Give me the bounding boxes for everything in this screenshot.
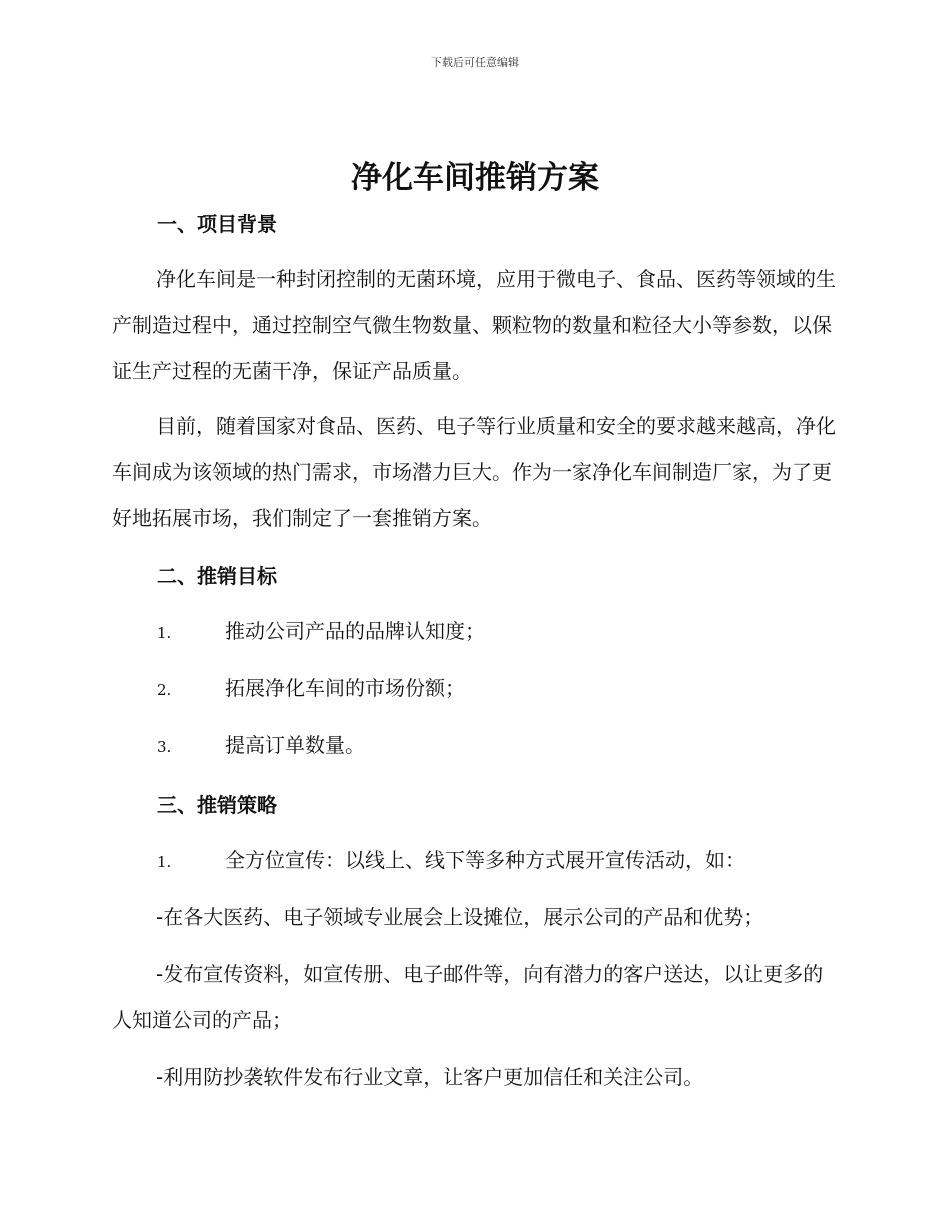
page-title: 净化车间推销方案: [351, 160, 599, 196]
list-item: [157, 837, 745, 885]
paragraph-background-1: 净化车间是一种封闭控制的无菌环境，应用于微电子、食品、医药等领域的生产制造过程中，通过控制空气微生物数量、颗粒物的数量和粒径大小等参数，以保证生产过程的无菌干净，保证产品质量。: [112, 267, 836, 383]
list-item-number: 3.: [157, 738, 172, 756]
page-header: 下载后可任意编辑: [431, 56, 519, 69]
list-item-text: 拓展净化车间的市场份额；: [225, 676, 465, 700]
bullet-paragraph-3: -利用防抄袭软件发布行业文章，让客户更加信任和关注公司。: [156, 1065, 704, 1089]
list-item-number: 1.: [157, 624, 172, 642]
list-item: [157, 608, 485, 656]
section-heading-strategy: 三、推销策略: [157, 793, 277, 817]
section-heading-goals: 二、推销目标: [157, 564, 277, 588]
paragraph-background-2: 目前，随着国家对食品、医药、电子等行业质量和安全的要求越来越高，净化车间成为该领域的热门需求，市场潜力巨大。作为一家净化车间制造厂家，为了更好地拓展市场，我们制定了一套推销方案。: [112, 414, 836, 530]
list-item-number: 1.: [157, 853, 172, 871]
list-item-text: 提高订单数量。: [225, 733, 365, 757]
bullet-paragraph-2: -发布宣传资料，如宣传册、电子邮件等，向有潜力的客户送达，以让更多的人知道公司的产品；: [112, 962, 824, 1032]
list-item-number: 2.: [157, 681, 172, 699]
list-item: [157, 665, 465, 713]
list-item: [157, 722, 365, 770]
bullet-paragraph-1: -在各大医药、电子领域专业展会上设摊位，展示公司的产品和优势；: [156, 905, 764, 929]
section-heading-background: 一、项目背景: [157, 212, 277, 236]
list-item-text: 全方位宣传：以线上、线下等多种方式展开宣传活动，如：: [225, 848, 745, 872]
list-item-text: 推动公司产品的品牌认知度；: [225, 619, 485, 643]
